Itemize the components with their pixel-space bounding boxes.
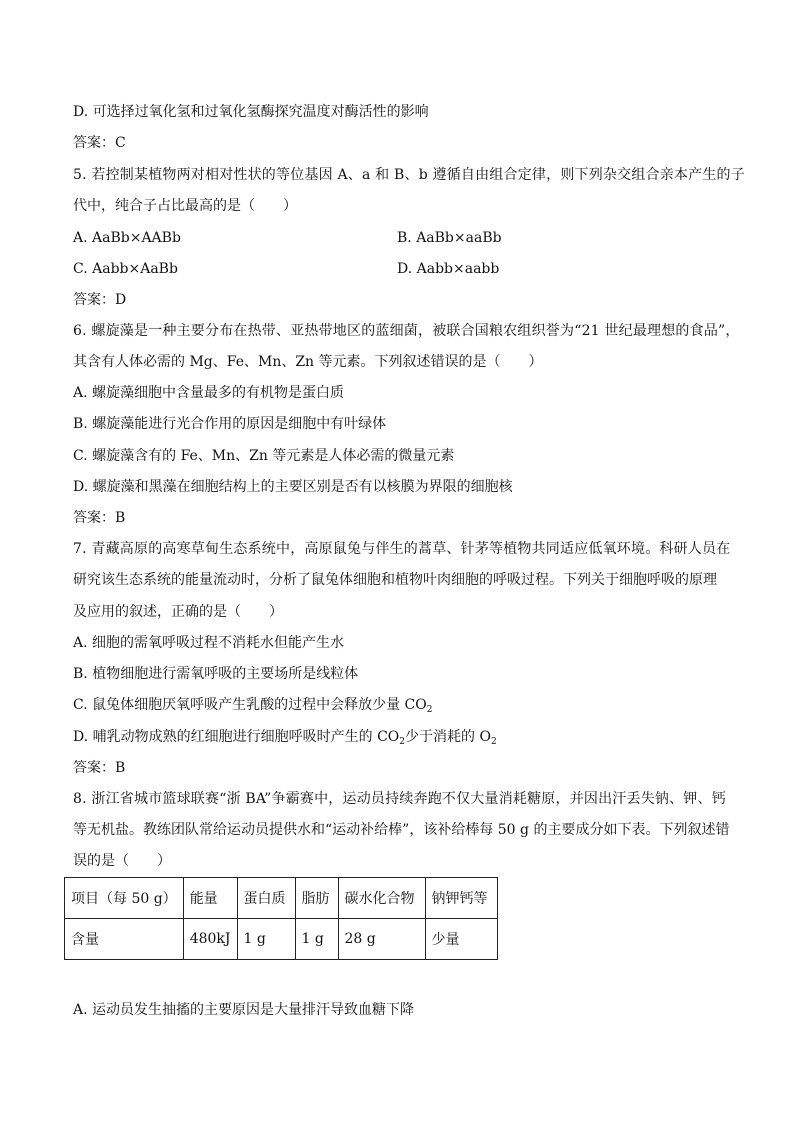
table-header-cell: 蛋白质 xyxy=(237,878,295,919)
q4-option-d: D. 可选择过氧化氢和过氧化氢酶探究温度对酶活性的影响 xyxy=(73,104,429,120)
q5-stem-line1: 5. 若控制某植物两对相对性状的等位基因 A、a 和 B、b 遵循自由组合定律，则下列杂交组合亲本产生的子 xyxy=(73,167,745,183)
table-header-row xyxy=(65,878,498,919)
q5-stem-line2: 代中，纯合子占比最高的是（ ） xyxy=(73,198,297,214)
nutrition-table xyxy=(64,877,498,960)
q7-option-a: A. 细胞的需氧呼吸过程不消耗水但能产生水 xyxy=(73,635,345,651)
table-cell: 少量 xyxy=(425,919,497,960)
q8-option-a: A. 运动员发生抽搐的主要原因是大量排汗导致血糖下降 xyxy=(73,1002,415,1018)
q6-stem-line2: 其含有人体必需的 Mg、Fe、Mn、Zn 等元素。下列叙述错误的是（ ） xyxy=(73,354,543,370)
q5-option-c: C. Aabb×AaBb xyxy=(73,261,178,277)
table-header-cell: 碳水化合物 xyxy=(338,878,425,919)
q5-option-d: D. Aabb×aabb xyxy=(397,261,500,277)
q7-stem-line1: 7. 青藏高原的高寒草甸生态系统中，高原鼠兔与伴生的蒿草、针茅等植物共同适应低氧环境。科研人员在 xyxy=(73,541,731,557)
q7-option-b: B. 植物细胞进行需氧呼吸的主要场所是线粒体 xyxy=(73,666,359,682)
subscript: 2 xyxy=(399,737,405,747)
table-header-cell: 项目（每 50 g） xyxy=(65,878,184,919)
q8-stem-line3: 误的是（ ） xyxy=(73,853,171,869)
table-cell: 1 g xyxy=(295,919,338,960)
q8-stem-line2: 等无机盐。教练团队常给运动员提供水和“运动补给棒”，该补给棒每 50 g 的主要成分如下表。下列叙述错 xyxy=(73,822,730,838)
q5-answer: 答案：D xyxy=(73,292,127,308)
subscript: 2 xyxy=(490,737,497,747)
q6-stem-line1: 6. 螺旋藻是一种主要分布在热带、亚热带地区的蓝细菌，被联合国粮农组织誉为“21 世纪最理想的食品”， xyxy=(73,323,740,339)
q6-answer: 答案：B xyxy=(73,510,126,526)
q7-answer: 答案：B xyxy=(73,760,126,776)
q6-option-d: D. 螺旋藻和黑藻在细胞结构上的主要区别是否有以核膜为界限的细胞核 xyxy=(73,479,513,495)
q6-option-a: A. 螺旋藻细胞中含量最多的有机物是蛋白质 xyxy=(73,385,345,401)
table-cell: 28 g xyxy=(338,919,425,960)
table-cell: 1 g xyxy=(237,919,295,960)
subscript: 2 xyxy=(426,705,433,715)
q7-option-c: C. 鼠兔体细胞厌氧呼吸产生乳酸的过程中会释放少量 $CO_2$ xyxy=(73,697,433,715)
q7-option-d: D. 哺乳动物成熟的红细胞进行细胞呼吸时产生的 $CO_2$少于消耗的 $O_2$ xyxy=(73,729,497,747)
q6-option-c: C. 螺旋藻含有的 Fe、Mn、Zn 等元素是人体必需的微量元素 xyxy=(73,448,455,464)
table-cell: 含量 xyxy=(65,919,184,960)
q6-option-b: B. 螺旋藻能进行光合作用的原因是细胞中有叶绿体 xyxy=(73,416,387,432)
q8-stem-line1: 8. 浙江省城市篮球联赛“浙 BA”争霸赛中，运动员持续奔跑不仅大量消耗糖原，并因出汗丢失钠、钾、钙 xyxy=(73,791,726,807)
q5-option-b: B. AaBb×aaBb xyxy=(397,230,502,246)
table-row xyxy=(65,919,498,960)
table-header-cell: 能量 xyxy=(183,878,237,919)
q4-answer: 答案：C xyxy=(73,135,126,151)
table-header-cell: 脂肪 xyxy=(295,878,338,919)
q7-stem-line3: 及应用的叙述，正确的是（ ） xyxy=(73,604,283,620)
q5-option-a: A. AaBb×AABb xyxy=(73,230,181,246)
table-cell: 480kJ xyxy=(183,919,237,960)
table-header-cell: 钠钾钙等 xyxy=(425,878,497,919)
q7-stem-line2: 研究该生态系统的能量流动时，分析了鼠兔体细胞和植物叶肉细胞的呼吸过程。下列关于细胞呼吸的原理 xyxy=(73,572,717,588)
